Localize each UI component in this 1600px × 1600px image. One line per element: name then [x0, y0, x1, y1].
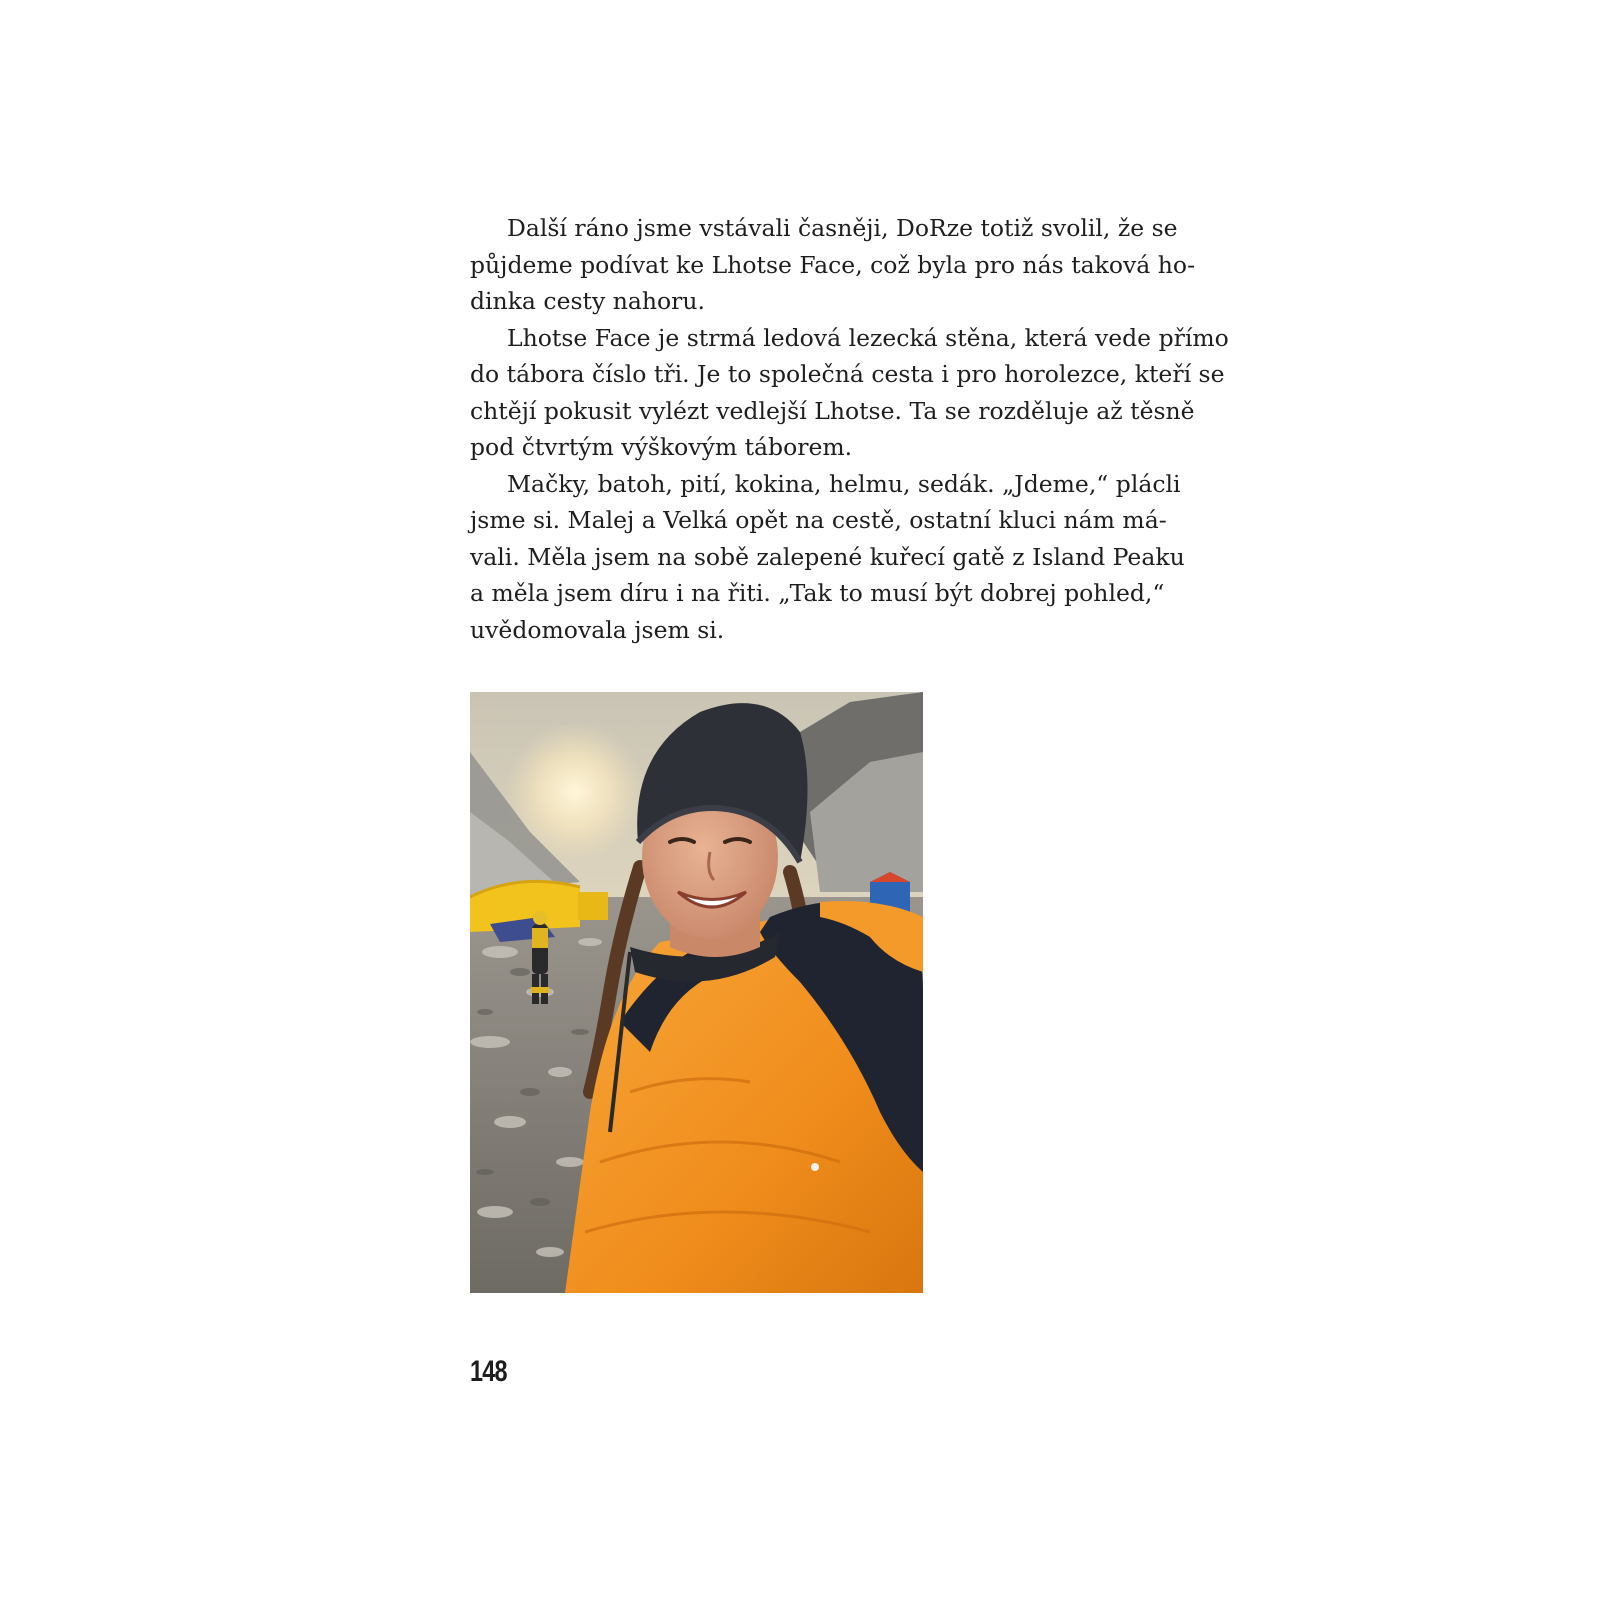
- text-line: a měla jsem díru i na řiti. „Tak to musí být dobrej pohled,“: [470, 579, 1165, 607]
- text-line: půjdeme podívat ke Lhotse Face, což byla pro nás taková ho-: [470, 250, 1196, 279]
- text-line: do tábora číslo tři. Je to společná cesta i pro horolezce, kteří se: [470, 360, 1225, 388]
- text-line: vali. Měla jsem na sobě zalepené kuřecí gatě z Island Peaku: [470, 542, 1185, 571]
- text-line: jsme si. Malej a Velká opět na cestě, ostatní kluci nám má-: [470, 506, 1167, 534]
- text-line: dinka cesty nahoru.: [470, 287, 705, 315]
- paragraph-3: [470, 466, 1185, 649]
- text-line: Mačky, batoh, pití, kokina, helmu, sedák. „Jdeme,“ plácli: [507, 469, 1181, 498]
- body-text: [470, 210, 1229, 648]
- page-number: 148: [470, 1355, 507, 1388]
- text-line: uvědomovala jsem si.: [470, 615, 725, 644]
- text-line: pod čtvrtým výškovým táborem.: [470, 433, 853, 461]
- text-line: Lhotse Face je strmá ledová lezecká stěna, která vede přímo: [507, 323, 1229, 352]
- paragraph-2: [470, 320, 1229, 466]
- paragraph-1: [470, 210, 1196, 320]
- text-line: chtějí pokusit vylézt vedlejší Lhotse. Ta se rozděluje až těsně: [470, 396, 1195, 425]
- photo-climber-selfie: [470, 692, 923, 1293]
- text-line: Další ráno jsme vstávali časněji, DoRze totiž svolil, že se: [507, 214, 1178, 242]
